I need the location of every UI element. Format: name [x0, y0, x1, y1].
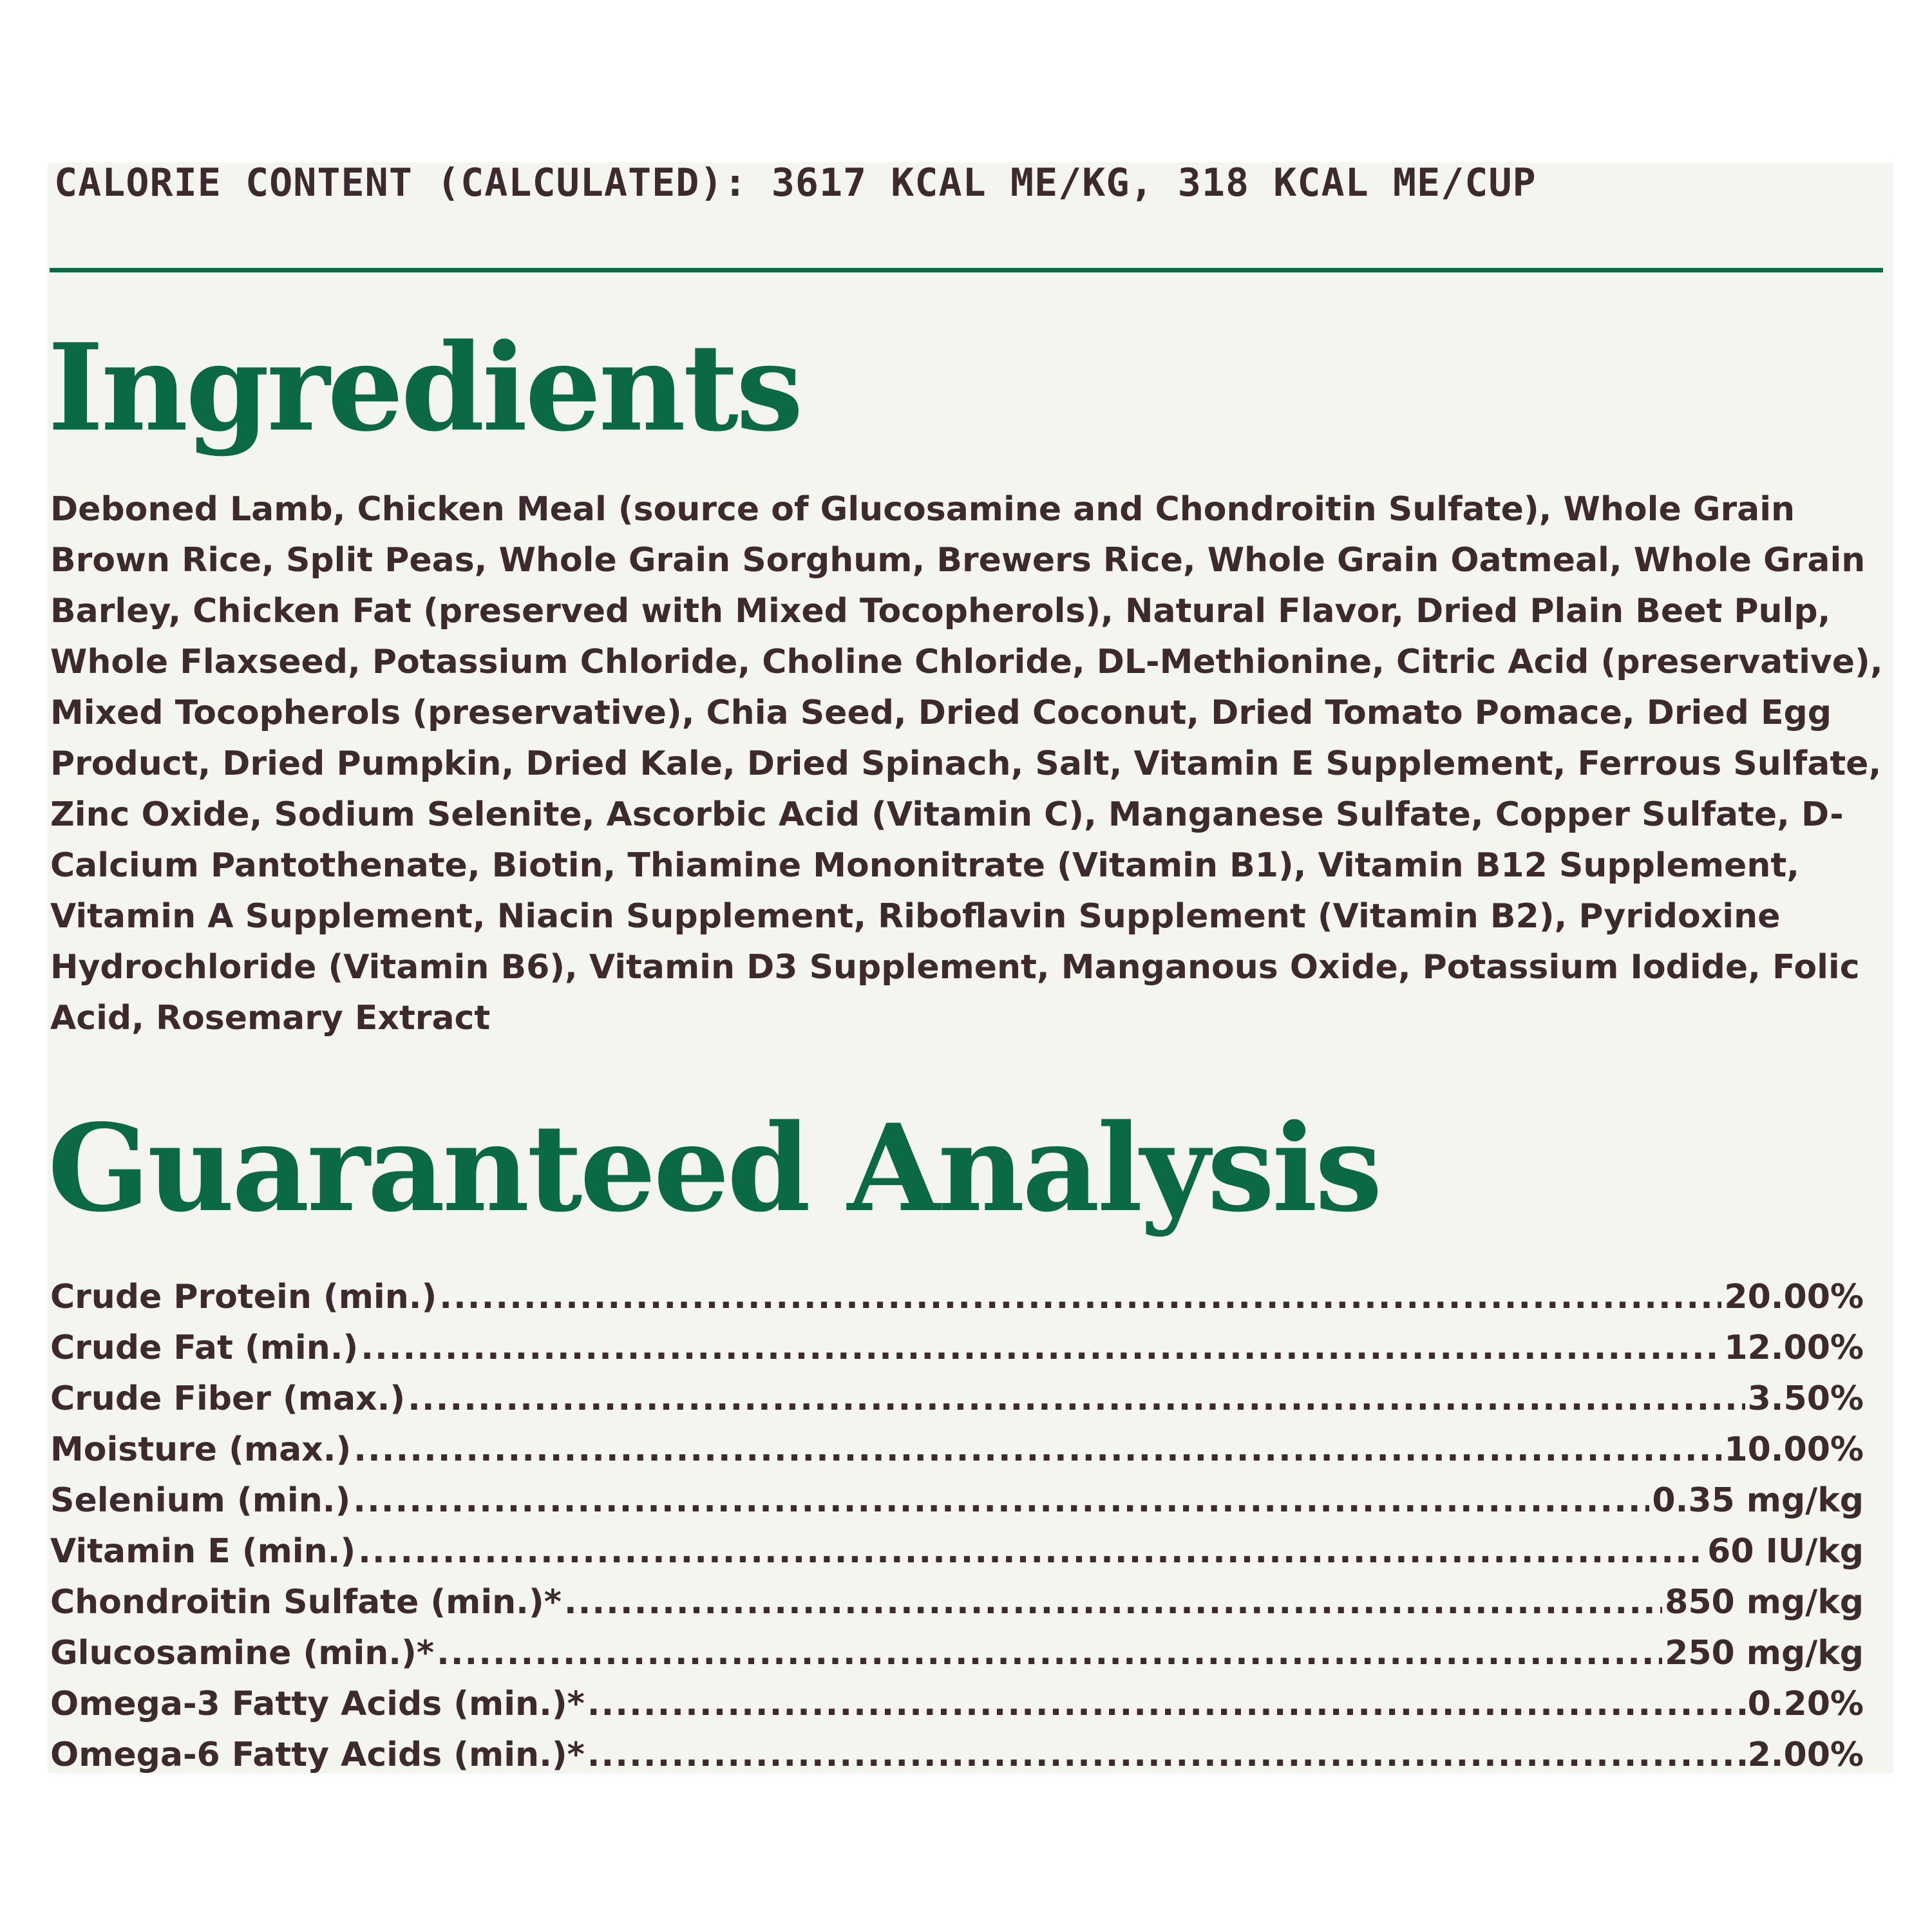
analysis-label: Vitamin E (min.)	[50, 1532, 356, 1571]
guaranteed-analysis-table	[50, 1272, 1864, 1781]
analysis-row-selenium	[50, 1475, 1864, 1526]
analysis-row-omega-3	[50, 1679, 1864, 1730]
analysis-row-chondroitin-sulfate	[50, 1577, 1864, 1628]
dot-leader	[408, 1374, 1745, 1425]
analysis-label: Selenium (min.)	[50, 1481, 351, 1520]
dot-leader	[587, 1730, 1745, 1781]
calorie-content: CALORIE CONTENT (CALCULATED): 3617 KCAL ME/KG, 318 KCAL ME/CUP	[54, 160, 1537, 205]
analysis-label: Glucosamine (min.)*	[50, 1634, 435, 1672]
dot-leader	[439, 1272, 1721, 1323]
analysis-value: 60 IU/kg	[1707, 1532, 1864, 1571]
dot-leader	[354, 1425, 1721, 1475]
analysis-row-omega-6	[50, 1730, 1864, 1781]
dot-leader	[361, 1323, 1721, 1374]
analysis-row-vitamin-e	[50, 1526, 1864, 1577]
analysis-row-moisture	[50, 1425, 1864, 1475]
analysis-value: 250 mg/kg	[1665, 1634, 1864, 1672]
analysis-row-crude-fiber	[50, 1374, 1864, 1425]
analysis-value: 3.50%	[1747, 1379, 1864, 1418]
analysis-label: Omega-6 Fatty Acids (min.)*	[50, 1736, 585, 1774]
dot-leader	[564, 1577, 1662, 1628]
analysis-label: Omega-3 Fatty Acids (min.)*	[50, 1685, 585, 1723]
analysis-value: 12.00%	[1724, 1329, 1864, 1367]
analysis-value: 850 mg/kg	[1665, 1583, 1864, 1622]
analysis-value: 10.00%	[1724, 1430, 1864, 1469]
dot-leader	[353, 1475, 1649, 1526]
analysis-value: 20.00%	[1724, 1278, 1864, 1316]
dot-leader	[358, 1526, 1705, 1577]
analysis-row-crude-protein	[50, 1272, 1864, 1323]
analysis-label: Crude Fiber (max.)	[50, 1379, 406, 1418]
analysis-row-crude-fat	[50, 1323, 1864, 1374]
analysis-label: Crude Protein (min.)	[50, 1278, 437, 1316]
analysis-label: Moisture (max.)	[50, 1430, 352, 1469]
analysis-value: 0.20%	[1747, 1685, 1864, 1723]
guaranteed-analysis-heading: Guaranteed Analysis	[48, 1097, 1380, 1238]
ingredients-list: Deboned Lamb, Chicken Meal (source of Glucosamine and Chondroitin Sulfate), Whole Grain Brown Rice, Split Peas, Whole Grain Sorghum, Brewers Rice, Whole Grain Oatmeal, Whole Grain Barley, Chicken Fat (preserved with Mixed Tocopherols), Natural Flavor, Dried Plain Beet Pulp, Whole Flaxseed, Potassium Chloride, Choline Chloride, DL-Methionine, Citric Acid (preservative), Mixed Tocopherols (preservative), Chia Seed, Dried Coconut, Dried Tomato Pomace, Dried Egg Product, Dried Pumpkin, Dried Kale, Dried Spinach, Salt, Vitamin E Supplement, Ferrous Sulfate, Zinc Oxide, Sodium Selenite, Ascorbic Acid (Vitamin C), Manganese Sulfate, Copper Sulfate, D-Calcium Pantothenate, Biotin, Thiamine Mononitrate (Vitamin B1), Vitamin B12 Supplement, Vitamin A Supplement, Niacin Supplement, Riboflavin Supplement (Vitamin B2), Pyridoxine Hydrochloride (Vitamin B6), Vitamin D3 Supplement, Manganous Oxide, Potassium Iodide, Folic Acid, Rosemary Extract	[50, 490, 1883, 1037]
analysis-label: Crude Fat (min.)	[50, 1329, 359, 1367]
analysis-label: Chondroitin Sulfate (min.)*	[50, 1583, 562, 1622]
ingredients-heading: Ingredients	[48, 317, 801, 458]
analysis-row-glucosamine	[50, 1628, 1864, 1679]
section-divider	[50, 268, 1883, 272]
label-panel	[48, 162, 1893, 1774]
dot-leader	[437, 1628, 1662, 1679]
analysis-value: 0.35 mg/kg	[1652, 1481, 1864, 1520]
analysis-value: 2.00%	[1747, 1736, 1864, 1774]
dot-leader	[587, 1679, 1745, 1730]
